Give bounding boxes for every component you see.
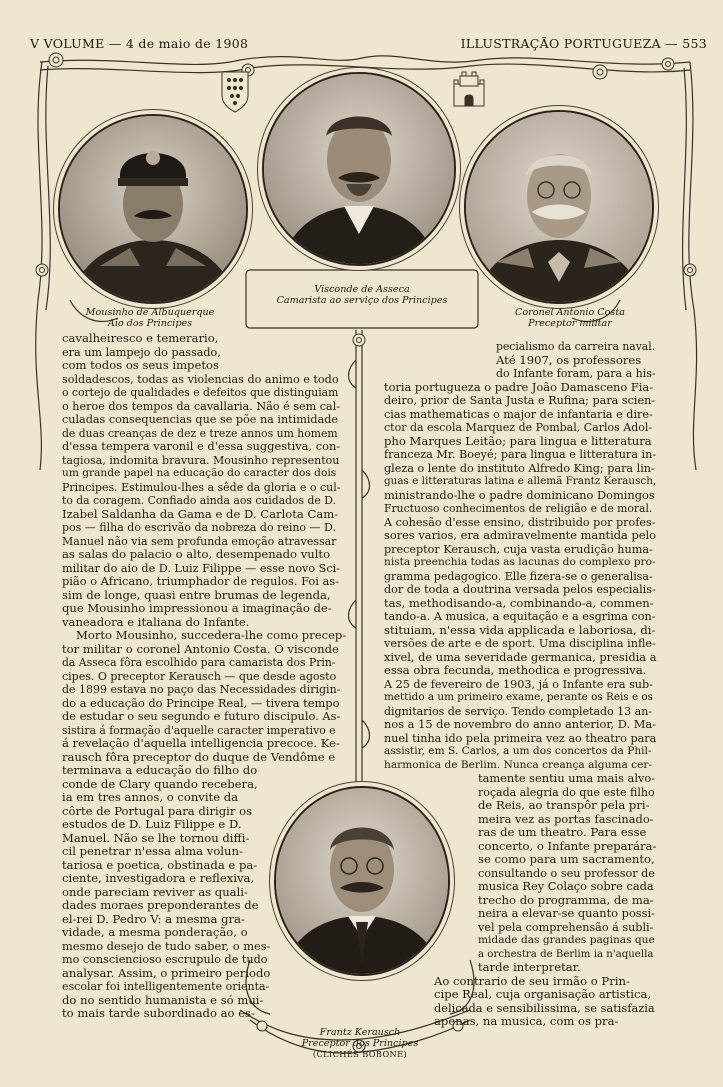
article-line: militar do aio de D. Luiz Filippe — esse novo Sci- (62, 561, 340, 575)
article-line: se como para um sacramento, (478, 852, 655, 866)
article-line: nista preenchia todas as lacunas do complexo pro- (384, 556, 656, 568)
article-line: conde de Clary quando recebera, (62, 776, 258, 791)
article-line: Principes. Estimulou-lhes a sêde da gloria e o cul- (62, 480, 341, 494)
header-magazine-title: ILLUSTRAÇÃO PORTUGUEZA — 553 (460, 36, 707, 51)
article-line: cil penetrar n'essa alma volun- (62, 844, 243, 858)
article-line: essa obra fecunda, methodica e progressiva. (384, 663, 647, 677)
article-line: de Reis, ao transpôr pela pri- (478, 798, 650, 812)
article-line: stituiam, n'essa vida applicada e laboriosa, di- (384, 622, 656, 637)
article-line: mesmo desejo de tudo saber, o mes- (62, 938, 271, 953)
article-line: sistira á formação d'aquelle caracter imperativo e (62, 723, 336, 737)
article-line: tas, methodisando-a, combinando-a, commen- (384, 595, 654, 610)
article-line: apenas, na musica, com os pra- (434, 1014, 619, 1028)
article-line: ministrando-lhe o padre dominicano Domingos (384, 487, 655, 502)
caption-kerausch (280, 1027, 440, 1060)
article-line: do Infante foram, para a his- (496, 367, 656, 380)
article-line: cipe Real, cuja organisação artistica, (434, 987, 652, 1001)
article-line: preceptor Kerausch, cuja vasta erudição huma- (384, 542, 653, 556)
article-line: versões de arte e de sport. Uma disciplina infle- (384, 637, 656, 650)
article-line: Ao contrario de seu irmão o Prin- (434, 973, 630, 988)
article-line: ia em tres annos, o convite da (62, 790, 239, 804)
article-line: sim de longe, quasi entre brumas de legenda, (62, 587, 331, 602)
header-volume-date: V VOLUME — 4 de maio de 1908 (30, 36, 249, 51)
article-line: com todos os seus impetos (62, 358, 219, 372)
article-line: vaneadora e italiana do Infante. (62, 614, 250, 629)
article-line: cipes. O preceptor Kerausch — que desde agosto (62, 669, 337, 683)
article-line: roçada alegria do que este filho (478, 785, 655, 799)
caption-asseca (250, 284, 474, 306)
article-line: de estudar o seu segundo e futuro discipulo. As- (62, 709, 341, 723)
article-line: to mais tarde subordinado ao es- (62, 1006, 255, 1020)
article-line: dor de toda a doutrina versada pelos especialis- (384, 583, 656, 596)
article-line: ctor da escola Marquez de Pombal, Carlos Adol- (384, 421, 653, 434)
article-left-column (62, 332, 354, 1021)
portrait-visconde-de-asseca (262, 72, 456, 266)
article-line: tamente sentiu uma mais alvo- (478, 771, 656, 785)
article-line: tarde interpretar. (478, 960, 581, 974)
caption-name: Coronel Antonio Costa (515, 307, 625, 318)
article-line: deiro, prior de Santa Justa e Rufina; para scien- (384, 394, 656, 407)
article-line: mettido a um primeiro exame, perante os Reis e os (384, 691, 653, 703)
article-line: rausch fôra preceptor do duque de Vendôme e (62, 749, 336, 764)
article-line: Morto Mousinho, succedera-lhe como precep- (76, 628, 347, 642)
article-line: onde pareciam reviver as quali- (62, 884, 248, 899)
article-line: as salas do palacio o alto, desempenado vulto (62, 547, 331, 561)
article-line: cavalheiresco e temerario, (62, 331, 219, 345)
article-line: xivel, de uma severidade germanica, presidia a (384, 649, 657, 664)
caption-role: Preceptor dos Principes (301, 1038, 419, 1049)
article-line: do no sentido humanista e só mui- (62, 992, 264, 1007)
article-line: estudos de D. Luiz Filippe e D. (62, 817, 242, 831)
article-line: terminava a educação do filho do (62, 763, 258, 777)
caption-role: Preceptor militar (528, 318, 612, 329)
article-line: midade das grandes paginas que (478, 934, 655, 946)
article-line: analysar. Assim, o primeiro periodo (62, 965, 271, 980)
article-line: soldadescos, todas as violencias do animo e todo (62, 372, 339, 386)
article-line: ras de um theatro. Para esse (478, 825, 647, 839)
article-line: d'essa tempera varonil e d'essa suggestiva, con- (62, 439, 341, 453)
article-line: tariosa e poetica, obstinada e pa- (62, 857, 258, 872)
article-line: mo consciencioso escrupulo de tudo (62, 953, 268, 966)
article-line: o heroe dos tempos da cavallaria. Não é sem cal- (62, 399, 341, 413)
article-line: cias mathematicas o major de infantaria e dire- (384, 407, 653, 421)
article-line: concerto, o Infante preparára- (478, 838, 657, 853)
article-line: nos a 15 de novembro do anno anterior, D. Ma- (384, 717, 657, 731)
article-line: pião o Africano, triumphador de regulos. Foi as- (62, 574, 339, 588)
article-line: pho Marques Leitão; para lingua e litteratura (384, 433, 652, 448)
article-line: pos — filha do escrivão da nobreza do reino — D. (62, 521, 336, 534)
article-line: á revelação d'aquella intelligencia precoce. Ke- (62, 736, 340, 750)
article-line: dignitarios de serviço. Tendo completado 13 an- (384, 704, 653, 718)
article-line: gleza o lente do instituto Alfredo King; para lin- (384, 461, 655, 475)
caption-albuquerque (70, 307, 230, 329)
article-line: consultando o seu professor de (478, 866, 655, 880)
article-line: franceza Mr. Boeyé; para lingua e litteratura in- (384, 448, 657, 461)
article-line: trecho do programma, de ma- (478, 892, 654, 907)
article-line: Izabel Saldanha da Gama e de D. Carlota Cam- (62, 506, 339, 521)
article-right-column (384, 340, 656, 1029)
portrait-coronel-antonio-costa (464, 110, 654, 304)
article-line: Até 1907, os professores (496, 352, 642, 367)
article-line: do a educação do Principe Real, — tivera tempo (62, 695, 340, 710)
article-line: nuel tinha ido pela primeira vez ao theatro para (384, 731, 657, 745)
article-line: Fructuoso conhecimentos de religião e de moral. (384, 502, 653, 515)
article-line: toria portugueza o padre João Damasceno Fia- (384, 379, 654, 394)
article-line: to da coragem. Confiado ainda aos cuidados de D. (62, 494, 336, 507)
caption-role: Aio dos Principes (107, 318, 193, 329)
article-line: que Mousinho impressionou a imaginação de- (62, 601, 332, 615)
article-line: o cortejo de qualidades e defeitos que distinguiam (62, 386, 339, 399)
caption-name: Visconde de Asseca (314, 284, 410, 295)
article-line: pecialismo da carreira naval. (496, 340, 656, 353)
article-line: assistir, em S. Carlos, a um dos concertos da Phil- (384, 745, 652, 757)
article-line: tagiosa, indomita bravura. Mousinho representou (62, 453, 340, 467)
article-line: a orchestra de Berlim ia n'aquella (478, 948, 654, 960)
caption-costa (490, 307, 650, 329)
article-line: harmonica de Berlim. Nunca creança alguma cer- (384, 758, 652, 771)
article-line: culadas consequencias que se põe na intimidade (62, 413, 339, 426)
article-line: escolar foi intelligentemente orienta- (62, 980, 270, 993)
article-line: ciente, investigadora e reflexiva, (62, 871, 255, 885)
article-line: era um lampejo do passado, (62, 345, 221, 359)
article-line: Manuel não via sem profunda emoção atravessar (62, 534, 337, 548)
article-line: côrte de Portugal para dirigir os (62, 803, 253, 818)
article-line: neira a elevar-se quanto possi- (478, 906, 655, 920)
caption-name: Mousinho de Albuquerque (85, 307, 215, 318)
article-line: A 25 de fevereiro de 1903, já o Infante era sub- (384, 677, 653, 691)
article-line: gramma pedagogico. Elle fizera-se o generalisa- (384, 569, 653, 583)
caption-role: Camarista ao serviço dos Principes (276, 295, 448, 306)
article-line: dades moraes preponderantes de (62, 898, 259, 912)
photo-credit: (CLICHÉS BOBONE) (312, 1049, 408, 1059)
article-line: tor militar o coronel Antonio Costa. O visconde (62, 641, 339, 656)
article-line: musica Rey Colaço sobre cada (478, 879, 654, 893)
article-line: vel pela comprehensão á subli- (478, 920, 654, 934)
article-line: el-rei D. Pedro V: a mesma gra- (62, 911, 245, 926)
article-line: tando-a. A musica, a equitação e a esgrima con- (384, 610, 656, 623)
article-line: um grande papel na educação do caracter dos dois (62, 467, 337, 479)
article-line: de 1899 estava no paço das Necessidades dirigin- (62, 683, 341, 696)
article-line: delicada e sensibilissima, se satisfazia (434, 1000, 655, 1015)
caption-name: Frantz Kerausch (319, 1027, 401, 1038)
portrait-mousinho-de-albuquerque (58, 114, 248, 304)
article-line: guas e litteraturas latina e allemã Frantz Kerausch, (384, 475, 657, 487)
article-line: sores varios, era admiravelmente mantida pelo (384, 528, 656, 542)
article-line: Manuel. Não se lhe tornou diffi- (62, 830, 250, 845)
article-line: da Asseca fôra escolhido para camarista dos Prin- (62, 656, 336, 669)
article-line: A cohesão d'esse ensino, distribuido por profes- (384, 515, 656, 529)
article-line: vidade, a mesma ponderação, o (62, 925, 248, 939)
article-line: meira vez as portas fascinado- (478, 811, 654, 826)
article-line: de duas creanças de dez e treze annos um homem (62, 426, 338, 440)
